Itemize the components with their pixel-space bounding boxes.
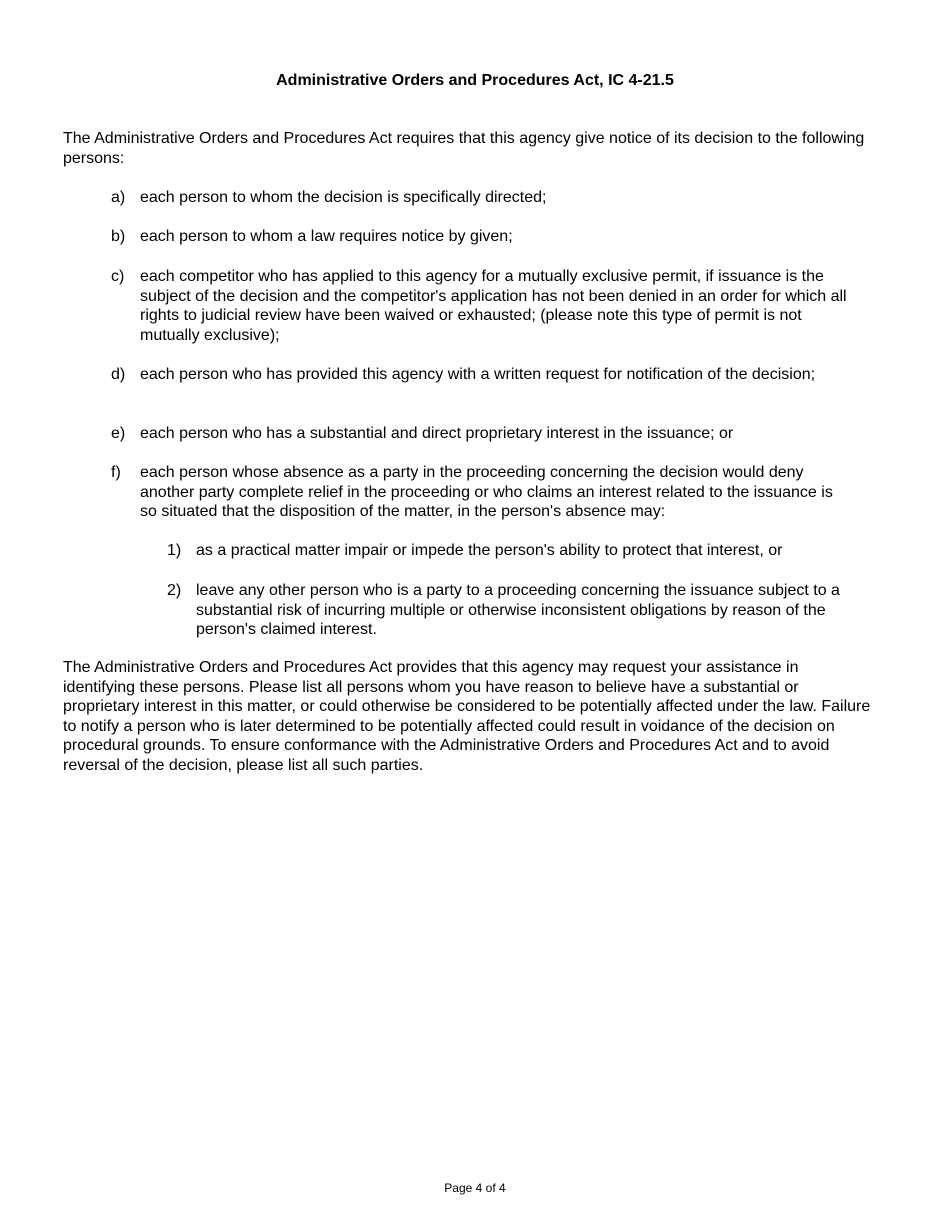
list-item-text: each person to whom a law requires notice by given;	[140, 228, 513, 245]
list-marker: b)	[111, 228, 126, 245]
list-marker: a)	[111, 189, 126, 206]
list-marker: d)	[111, 366, 126, 383]
list-marker: c)	[111, 268, 125, 285]
sublist-item-text: leave any other person who is a party to a proceeding concerning the issuance subject to a substantial risk of incurring multiple or otherwise inconsistent obligations by reason of the person's claimed interest.	[196, 582, 840, 639]
sublist-marker: 1)	[167, 542, 182, 559]
sublist-item-text: as a practical matter impair or impede the person's ability to protect that interest, or	[196, 542, 783, 559]
list-item-text: each competitor who has applied to this agency for a mutually exclusive permit, if issuance is the subject of the decision and the competitor's application has not been denied in an order for which all rights to judicial review have been waived or exhausted; (please note this type of permit is not mutually exclusive);	[140, 268, 847, 344]
list-item-text: each person whose absence as a party in the proceeding concerning the decision would deny another party complete relief in the proceeding or who claims an interest related to the issuance is so situated that the disposition of the matter, in the person's absence may:	[140, 464, 833, 521]
sublist-marker: 2)	[167, 582, 182, 599]
list-marker: e)	[111, 425, 126, 442]
closing-paragraph: The Administrative Orders and Procedures Act provides that this agency may request your assistance in identifying these persons. Please list all persons whom you have reason to believe have a substantial or proprietary interest in this matter, or could otherwise be considered to be potentially affected under the law. Failure to notify a person who is later determined to be potentially affected could result in voidance of the decision on procedural grounds. To ensure conformance with the Administrative Orders and Procedures Act and to avoid reversal of the decision, please list all such parties.	[63, 659, 871, 774]
page-number: Page 4 of 4	[444, 1181, 506, 1195]
list-marker: f)	[111, 464, 121, 481]
list-item-text: each person to whom the decision is specifically directed;	[140, 189, 547, 206]
list-item-text: each person who has a substantial and direct proprietary interest in the issuance; or	[140, 425, 734, 442]
document-title: Administrative Orders and Procedures Act, IC 4-21.5	[276, 72, 674, 89]
intro-paragraph: The Administrative Orders and Procedures Act requires that this agency give notice of its decision to the following persons:	[63, 130, 865, 167]
list-item-text: each person who has provided this agency with a written request for notification of the decision;	[140, 366, 816, 383]
